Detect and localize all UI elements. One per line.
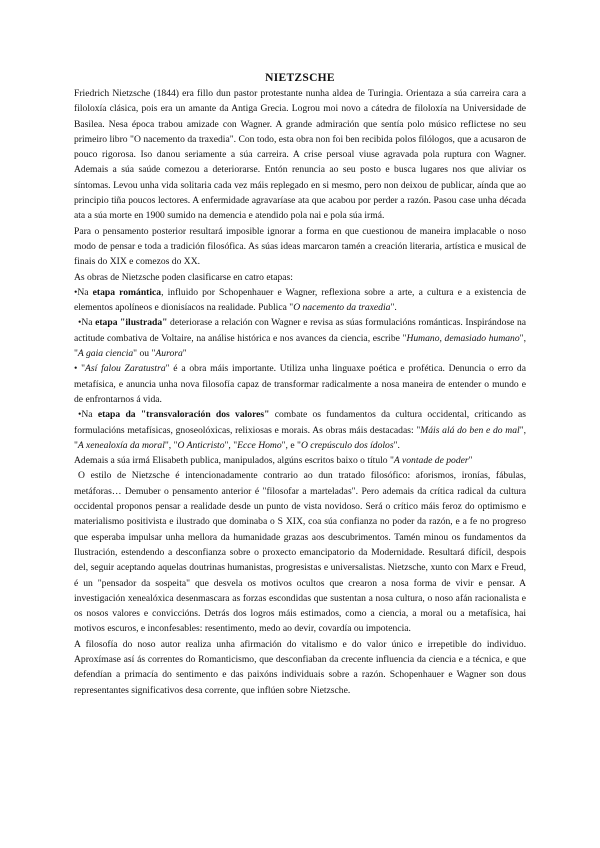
vitalism-paragraph: A filosofía do noso autor realiza unha afirmación do vitalismo e do valor único e irrepetible do individuo. Aproxímase así ás correntes do Romanticismo, que desconfiaban da crecente influencia da ciencia e a técnica, e que defendían a primacía do sentimento e das paixóns individuais sobre a razón. Schopenhauer e Wagner son dous representantes significativos desa corrente, que inflúen sobre Nietzsche.	[74, 638, 526, 696]
style-paragraph: O estilo de Nietzsche é intencionadamente contrario ao dun tratado filosófico: aforismos, ironías, fábulas, metáforas… Demuber o pensamento anterior é "filosofar a marteladas". Pero ademais da crítica radical da cultura occidental proponos pensar a realidade desde un punto de vista novidoso. Será o crítico máis feroz do optimismo e materialismo positivista e ilustrado que dominaba o S XIX, coa súa confianza no poder da razón, e a fe no progreso que esperaba impulsar unha mellora da humanidade grazas aos descubrimentos. Tamén minou os fundamentos da Ilustración, estendendo a desconfianza sobre o proxecto emancipatorio da Modernidade. Resultará difícil, despois del, seguir aceptando aquelas doutrinas humanistas, progresistas e universalistas. Nietzsche, xunto con Marx e Freud, é un "pensador da sospeita" que desvela os motivos ocultos que crearon a nosa forma de vivir e pensar. A investigación xenealóxica desenmascara as forzas escondidas que sustentan a nosa cultura, o noso afán racionalista e os nosos valores e conviccións. Detrás dos logros máis estimados, como a ciencia, a moral ou a metafísica, hai motivos escuros, e inconfesables: resentimento, medo ao devir, covardía ou impotencia.	[74, 470, 526, 635]
stage-romantic: •Na etapa romántica, influido por Schopenhauer e Wagner, reflexiona sobre a arte, a cultura e a existencia de elementos apolíneos e dionisíacos na realidade. Publica "O nacemento da traxedia".	[74, 286, 526, 314]
document-title: NIETZSCHE	[265, 72, 335, 84]
stages-intro: As obras de Nietzsche poden clasificarse en catro etapas:	[74, 271, 293, 283]
stage-transvaluation: •Na etapa da "transvaloración dos valores" combate os fundamentos da cultura occidental, criticando as formulacións metafísicas, gnoseolóxicas, relixiosas e morais. As obras máis destacadas: "Máis alá do ben e do mal", "A xenealoxía da moral", "O Anticristo", "Ecce Homo", e "O crepúsculo dos ídolos".	[74, 409, 527, 451]
stage-zarathustra: • "Así falou Zaratustra" é a obra máis importante. Utiliza unha linguaxe poética e profética. Denuncia o erro da metafísica, e anuncia unha nova filosofía capaz de transformar radicalmente a nosa maneira de entender o mundo e de enfrontarnos á vida.	[74, 363, 526, 405]
document-page	[74, 70, 526, 698]
influence-paragraph: Para o pensamento posterior resultará imposible ignorar a forma en que cuestionou de maneira implacable o noso modo de pensar e toda a tradición filosófica. As súas ideas marcaron tamén a creación literaria, artística e musical de finais do XIX e comezos do XX.	[74, 225, 526, 268]
posthumous-paragraph: Ademais a súa irmá Elisabeth publica, manipulados, algúns escritos baixo o título "A vontade de poder"	[74, 455, 473, 467]
biography-paragraph: Friedrich Nietzsche (1844) era fillo dun pastor protestante nunha aldea de Turingia. Orientaza a súa carreira cara a filoloxía clásica, pois era un amante da Antiga Grecia. Logrou moi novo a cátedra de filoloxía na Universidade de Basilea. Nesa época trabou amizade con Wagner. A grande admiración que sentía polo músico reflictese no seu primeiro libro "O nacemento da traxedia". Con todo, esta obra non foi ben recibida polos filólogos, que a acusaron de pouco rigorosa. Iso danou seriamente a súa carreira. A crise persoal viuse agravada pola ruptura con Wagner. Ademais a súa saúde comezou a deteriorarse. Entón renuncia ao seu posto e busca lugares nos que aliviar os síntomas. Levou unha vida solitaria cada vez máis replegado en si mesmo, pero non deixou de publicar, aínda que ao principio tiña poucos lectores. A enfermidade agravaríase ata que acabou por perder a razón. Pasou case unha década ata a súa morte en 1900 sumido na demencia e atendido pola nai e pola súa irmá.	[74, 88, 526, 222]
stage-illustrated: •Na etapa "ilustrada" deteriorase a relación con Wagner e revisa as súas formulacións románticas. Inspirándose na actitude combativa de Voltaire, na análise histórica e nos avances da ciencia, escribe "Humano, demasiado humano", "A gaia ciencia" ou "Aurora"	[74, 317, 527, 360]
